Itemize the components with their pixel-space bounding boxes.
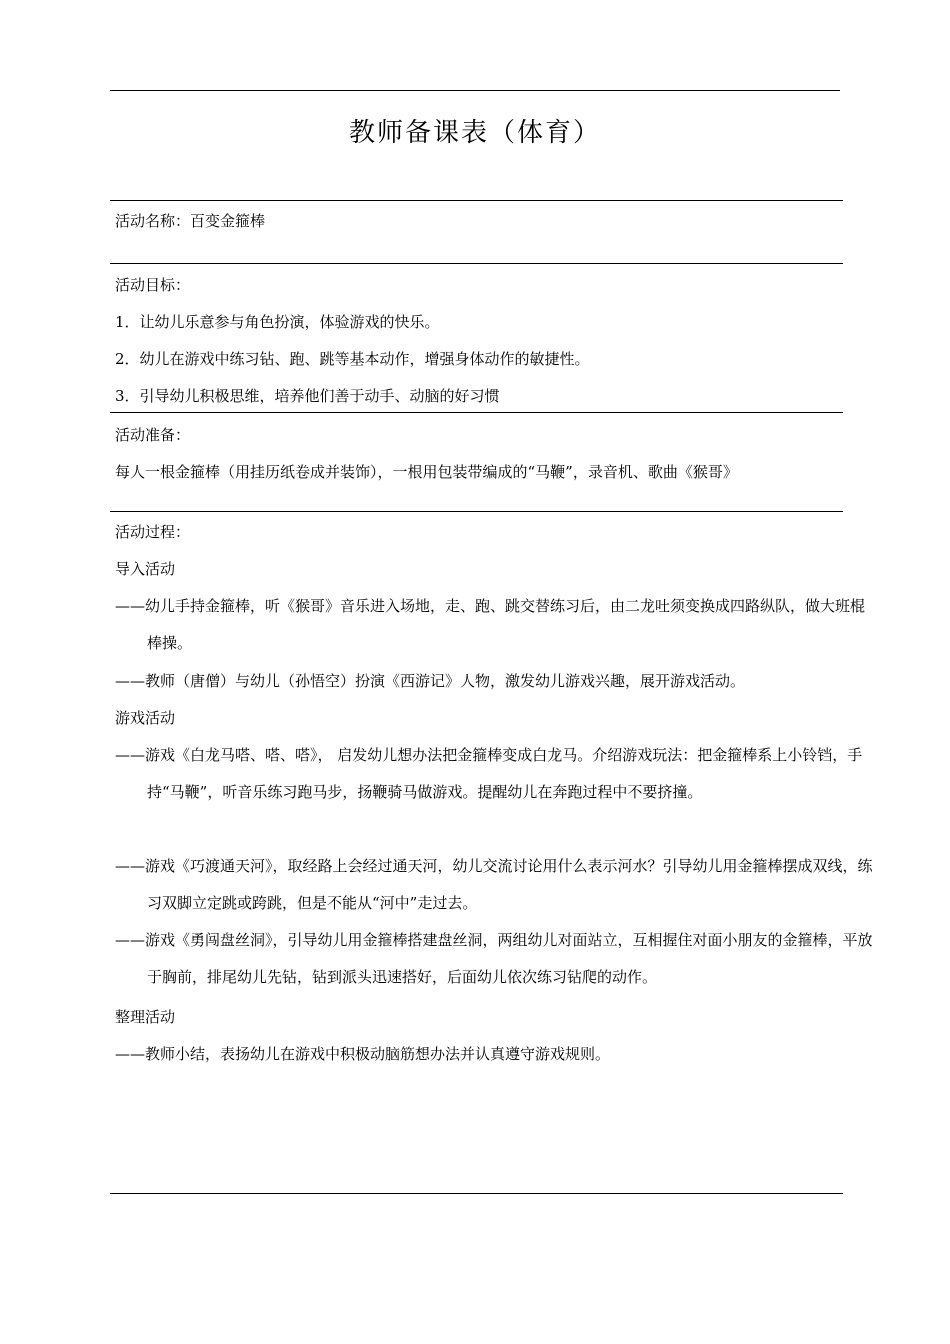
goal-item: 3．引导幼儿积极思维，培养他们善于动手、动脑的好习惯 (115, 387, 500, 405)
activity-name: 活动名称：百变金箍棒 (115, 212, 266, 230)
prep-heading: 活动准备： (115, 426, 191, 444)
intro-heading: 导入活动 (115, 560, 176, 578)
game-paragraph-1: ——游戏《白龙马嗒、嗒、嗒》， 启发幼儿想办法把金箍棒变成白龙马。介绍游戏玩法：把金箍棒系上小铃铛，手持“马鞭”，听音乐练习跑马步，扬鞭骑马做游戏。提醒幼儿在奔跑过程中不要挤撞。 (115, 746, 863, 801)
wrap-paragraph-1: ——教师小结，表扬幼儿在游戏中积极动脑筋想办法并认真遵守游戏规则。 (115, 1045, 611, 1063)
game-paragraph-2: ——游戏《巧渡通天河》，取经路上会经过通天河，幼儿交流讨论用什么表示河水？引导幼儿用金箍棒摆成双线，练习双脚立定跳或跨跳，但是不能从“河中”走过去。 (115, 857, 873, 912)
wrap-heading: 整理活动 (115, 1008, 176, 1026)
game-heading: 游戏活动 (115, 709, 176, 727)
goals-section-rule (110, 263, 843, 264)
process-section-rule (110, 511, 843, 512)
top-rule (110, 90, 840, 91)
goal-item: 1．让幼儿乐意参与角色扮演，体验游戏的快乐。 (115, 313, 440, 331)
bottom-rule (110, 1193, 843, 1194)
prep-section-rule (110, 412, 843, 413)
intro-paragraph-1: ——幼儿手持金箍棒，听《猴哥》音乐进入场地，走、跑、跳交替练习后，由二龙吐须变换成四路纵队，做大班棍棒操。 (115, 597, 866, 652)
goal-item: 2．幼儿在游戏中练习钻、跑、跳等基本动作，增强身体动作的敏捷性。 (115, 350, 590, 368)
intro-paragraph-2: ——教师（唐僧）与幼儿（孙悟空）扮演《西游记》人物，激发幼儿游戏兴趣，展开游戏活动。 (115, 672, 746, 690)
game-paragraph-3: ——游戏《勇闯盘丝洞》，引导幼儿用金箍棒搭建盘丝洞，两组幼儿对面站立，互相握住对面小朋友的金箍棒，平放于胸前，排尾幼儿先钻，钻到派头迅速搭好，后面幼儿依次练习钻爬的动作。 (115, 931, 873, 986)
prep-text: 每人一根金箍棒（用挂历纸卷成并装饰），一根用包装带编成的“马鞭”，录音机、歌曲《猴哥》 (115, 463, 738, 481)
name-section-rule (110, 200, 843, 201)
page-title: 教师备课表（体育） (348, 118, 601, 148)
process-heading: 活动过程： (115, 523, 191, 541)
goals-heading: 活动目标： (115, 276, 191, 294)
